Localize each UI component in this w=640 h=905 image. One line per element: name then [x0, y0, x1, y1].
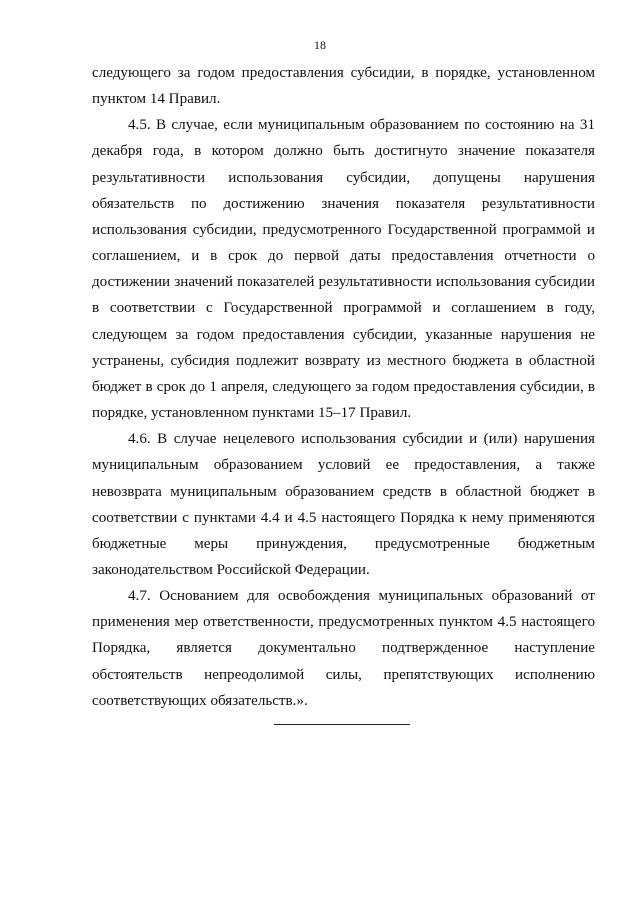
document-body [92, 60, 595, 714]
paragraph-4-5: 4.5. В случае, если муниципальным образованием по состоянию на 31 декабря года, в котором должно быть достигнуто значение показателя результативности использования субсидии, допущены нарушения обязательств по достижению значения показателя результативности использования субсидии, предусмотренного Государственной программой и соглашением, и в срок до первой даты предоставления отчетности о достижении значений показателей результативности использования субсидии в соответствии с Государственной программой и соглашением в году, следующем за годом предоставления субсидии, указанные нарушения не устранены, субсидия подлежит возврату из местного бюджета в областной бюджет в срок до 1 апреля, следующего за годом предоставления субсидии, в порядке, установленном пунктами 15–17 Правил. [92, 117, 595, 422]
paragraph-continuation: следующего за годом предоставления субсидии, в порядке, установленном пунктом 14 Правил. [92, 65, 595, 108]
end-divider-line [274, 724, 410, 725]
paragraph-4-6: 4.6. В случае нецелевого использования субсидии и (или) нарушения муниципальным образованием условий ее предоставления, а также невозврата муниципальным образованием средств в областной бюджет в соответствии с пунктами 4.4 и 4.5 настоящего Порядка к нему применяются бюджетные меры принуждения, предусмотренные бюджетным законодательством Российской Федерации. [92, 431, 595, 578]
page-number: 18 [314, 38, 326, 52]
paragraph-4-7: 4.7. Основанием для освобождения муниципальных образований от применения мер ответственности, предусмотренных пунктом 4.5 настоящего Порядка, является документально подтвержденное наступление обстоятельств непреодолимой силы, препятствующих исполнению соответствующих обязательств.». [92, 588, 595, 709]
